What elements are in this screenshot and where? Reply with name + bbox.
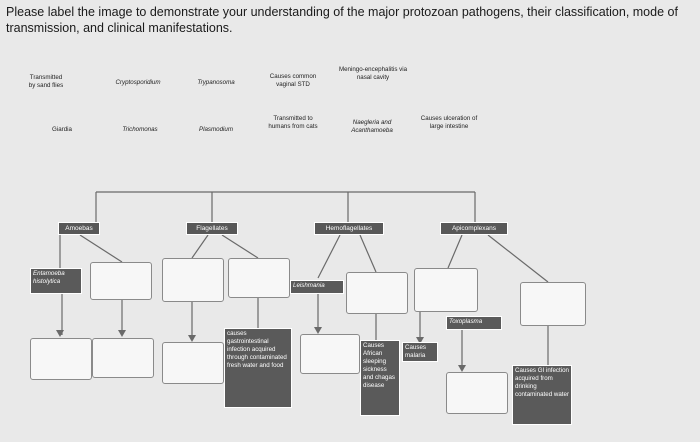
bank-meningoencephalitis[interactable]: Meningo-encephalitis via nasal cavity xyxy=(338,66,408,81)
category-apicomplexans: Apicomplexans xyxy=(440,222,508,235)
label-causes-gi: Causes GI infection acquired from drinking contaminated water xyxy=(512,365,572,425)
dropbox-hemo-right[interactable] xyxy=(346,272,408,314)
bank-cryptosporidium[interactable]: Cryptosporidium xyxy=(115,79,161,86)
dropbox-flagellates-left[interactable] xyxy=(162,258,224,302)
bank-naegleria[interactable]: Naegleria and Acanthamoeba xyxy=(351,119,393,134)
bank-plasmodium[interactable]: Plasmodium xyxy=(198,126,234,133)
label-gastrointestinal: causes gastrointestinal infection acquired through contaminated fresh water and food xyxy=(224,328,292,408)
instruction-text: Please label the image to demonstrate your understanding of the major protozoan pathogens, their classification, mode of transmission, and clinical manifestations. xyxy=(6,5,678,35)
dropbox-apicomplexa-right[interactable] xyxy=(520,282,586,326)
bank-causes-ulceration[interactable]: Causes ulceration of large intestine xyxy=(420,115,478,130)
bank-transmitted-sandflies[interactable]: Transmitted by sand flies xyxy=(28,74,64,89)
label-malaria: Causes malaria xyxy=(402,342,438,362)
label-leishmania: Leishmania xyxy=(290,280,344,294)
label-entamoeba: Entamoeba histolytica xyxy=(30,268,82,294)
category-hemoflagellates: Hemoflagellates xyxy=(314,222,384,235)
dropbox-amoeba-bottom-left[interactable] xyxy=(30,338,92,380)
bank-trypanosoma[interactable]: Trypanosoma xyxy=(197,79,235,86)
bank-transmitted-cats[interactable]: Transmitted to humans from cats xyxy=(268,115,318,130)
label-african-sleeping: Causes African sleeping sickness and chagas disease xyxy=(360,340,400,416)
bank-trichomonas[interactable]: Trichomonas xyxy=(122,126,158,133)
bank-causes-vaginal-std[interactable]: Causes common vaginal STD xyxy=(269,73,317,88)
label-toxoplasma: Toxoplasma xyxy=(446,316,502,330)
dropbox-apicomplexa-bottom[interactable] xyxy=(446,372,508,414)
dropbox-apicomplexa-left[interactable] xyxy=(414,268,478,312)
dropbox-flagellates-bottom[interactable] xyxy=(162,342,224,384)
bank-giardia[interactable]: Giardia xyxy=(52,126,72,133)
dropbox-hemo-bottom-left[interactable] xyxy=(300,334,360,374)
dropbox-flagellates-right[interactable] xyxy=(228,258,290,298)
dropbox-amoeba-right[interactable] xyxy=(90,262,152,300)
category-amoebas: Amoebas xyxy=(58,222,100,235)
category-flagellates: Flagellates xyxy=(186,222,238,235)
dropbox-amoeba-bottom-right[interactable] xyxy=(92,338,154,378)
